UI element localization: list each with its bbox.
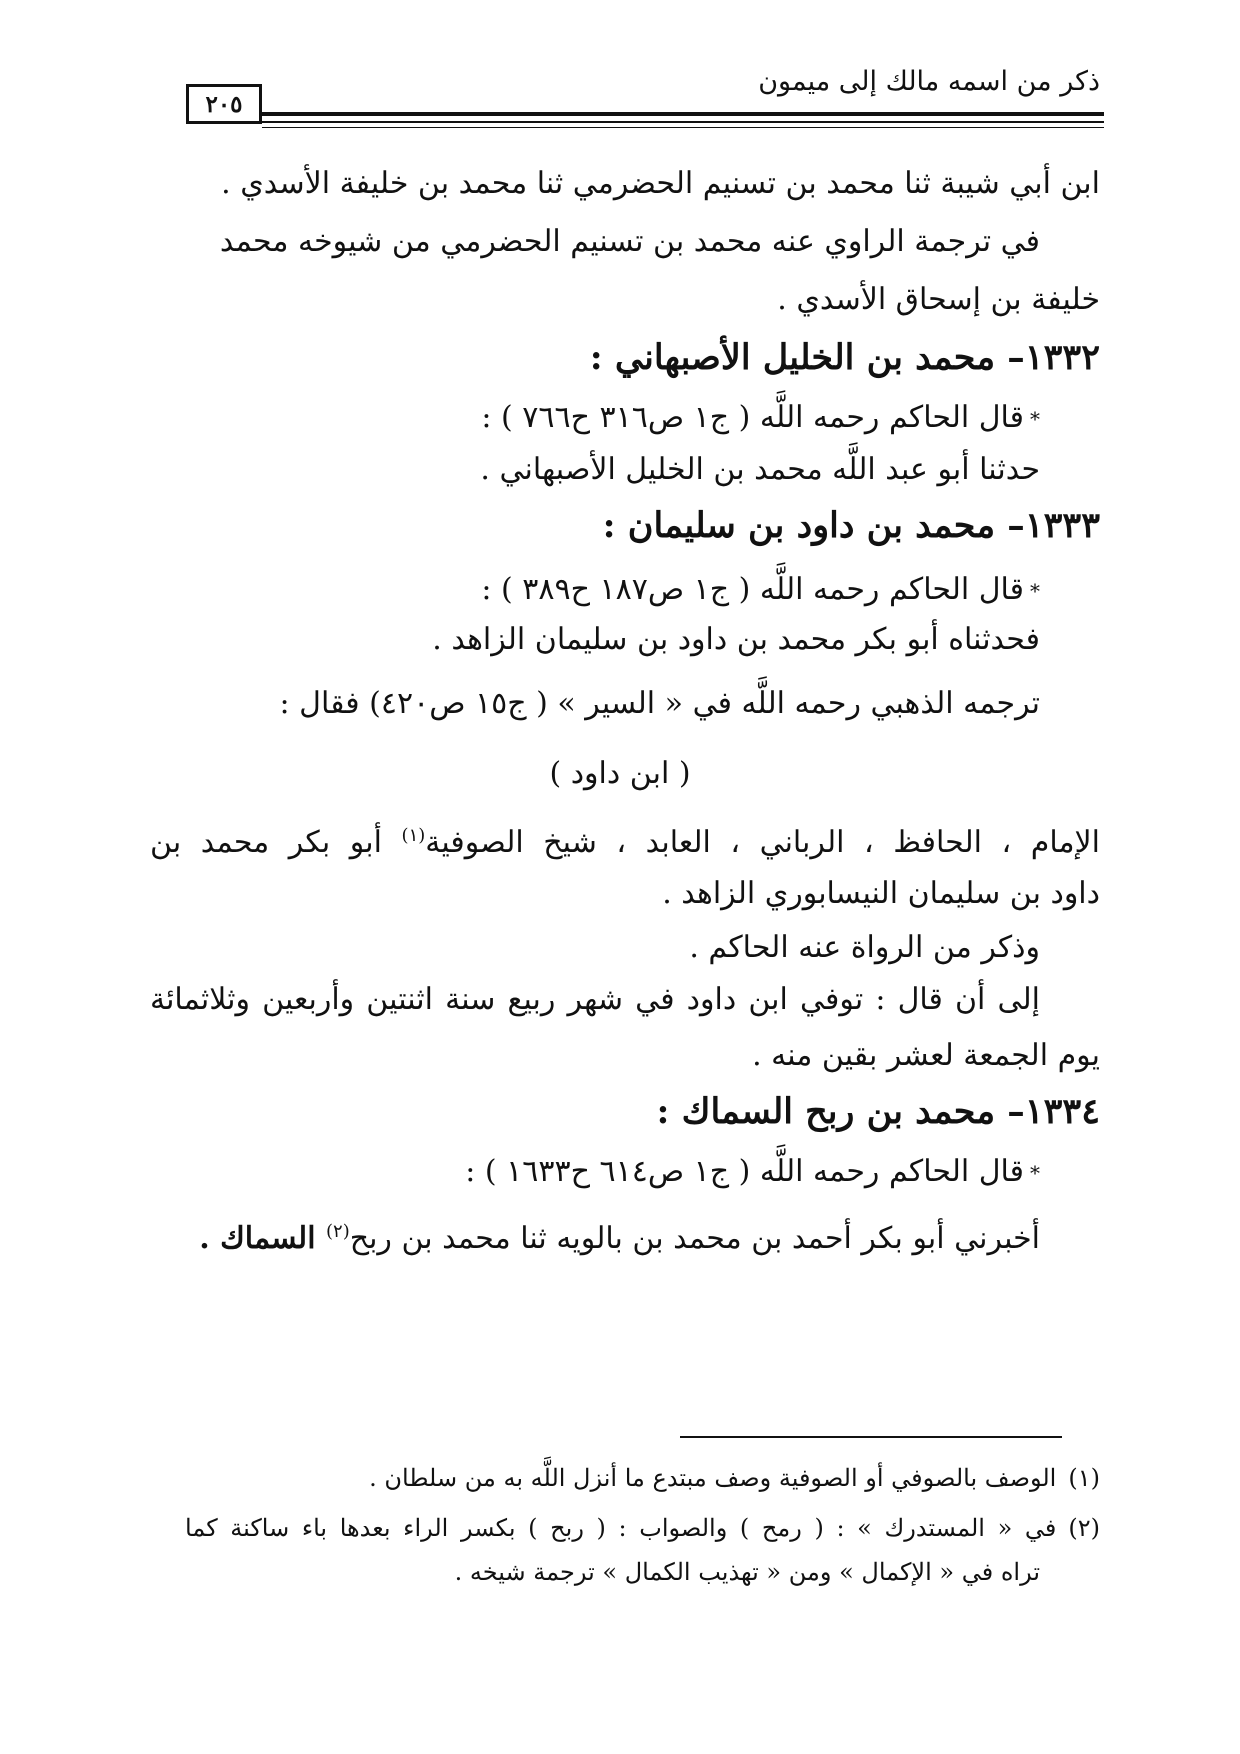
bio-line: [150, 812, 1100, 867]
star-marker-icon: *: [1030, 407, 1040, 431]
footnote-number: (١): [1068, 1464, 1100, 1492]
entry-text: فحدثناه أبو بكر محمد بن داود بن سليمان الزاهد .: [432, 622, 1040, 657]
entry-source-line: [465, 1148, 1040, 1197]
running-title: ذكر من اسمه مالك إلى ميمون: [758, 66, 1100, 97]
page-number: ٢٠٥: [186, 84, 262, 124]
footnote-2: [185, 1508, 1100, 1548]
body-line: خليفة بن إسحاق الأسدي .: [777, 282, 1100, 317]
source-text: قال الحاكم رحمه اللَّه ( ج١ ص١٨٧ ح٣٨٩ ) :: [481, 572, 1024, 607]
footnote-text: في « المستدرك » : ( رمح ) والصواب : ( ربح ) بكسر الراء بعدها باء ساكنة كما: [185, 1514, 1057, 1542]
footnote-text: الوصف بالصوفي أو الصوفية وصف مبتدع ما أنزل اللَّه به من سلطان .: [369, 1464, 1057, 1492]
body-line: في ترجمة الراوي عنه محمد بن تسنيم الحضرمي من شيوخه محمد: [219, 224, 1040, 259]
bio-line: يوم الجمعة لعشر بقين منه .: [752, 1038, 1100, 1073]
header-rule-thin: [262, 121, 1104, 123]
source-text: قال الحاكم رحمه اللَّه ( ج١ ص٣١٦ ح٧٦٦ ) :: [481, 400, 1024, 435]
footnote-ref: (٢): [325, 1221, 350, 1242]
section-subtitle: ( ابن داود ): [549, 756, 691, 791]
entry-text-part: أخبرني أبو بكر أحمد بن محمد بن بالويه ثنا محمد بن ربح: [349, 1221, 1040, 1256]
bio-text: الإمام ، الحافظ ، الرباني ، العابد ، شيخ الصوفية: [425, 825, 1100, 860]
entry-heading-1333: ١٣٣٣– محمد بن داود بن سليمان :: [602, 505, 1100, 546]
entry-heading-1332: ١٣٣٢– محمد بن الخليل الأصبهاني :: [589, 337, 1100, 378]
star-marker-icon: *: [1030, 579, 1040, 603]
dhahabi-citation: ترجمه الذهبي رحمه اللَّه في « السير » ( ج١٥ ص٤٢٠) فقال :: [279, 686, 1040, 721]
source-text: قال الحاكم رحمه اللَّه ( ج١ ص٦١٤ ح١٦٣٣ ) :: [465, 1154, 1024, 1189]
bio-text: أبو بكر محمد بن: [150, 825, 402, 860]
bio-line: إلى أن قال : توفي ابن داود في شهر ربيع سنة اثنتين وأربعين وثلاثمائة: [150, 982, 1040, 1017]
bio-line: وذكر من الرواة عنه الحاكم .: [689, 930, 1040, 965]
footnote-2-continued: تراه في « الإكمال » ومن « تهذيب الكمال » ترجمة شيخه .: [454, 1558, 1040, 1586]
body-line: ابن أبي شيبة ثنا محمد بن تسنيم الحضرمي ثنا محمد بن خليفة الأسدي .: [221, 166, 1100, 201]
entry-source-line: [481, 394, 1040, 443]
header-rule: [262, 112, 1104, 116]
footnote-1: [369, 1458, 1100, 1498]
entry-text: [199, 1208, 1040, 1263]
footnote-number: (٢): [1068, 1514, 1100, 1542]
entry-heading-1334: ١٣٣٤– محمد بن ربح السماك :: [656, 1091, 1100, 1132]
entry-text: حدثنا أبو عبد اللَّه محمد بن الخليل الأصبهاني .: [480, 452, 1040, 487]
header-rule-thin-lower: [262, 127, 1104, 128]
star-marker-icon: *: [1030, 1161, 1040, 1185]
entry-text-part: السماك .: [199, 1221, 326, 1256]
footnote-separator: [680, 1436, 1062, 1438]
footnote-ref: (١): [401, 825, 426, 846]
entry-source-line: [481, 566, 1040, 615]
bio-line: داود بن سليمان النيسابوري الزاهد .: [662, 876, 1100, 911]
